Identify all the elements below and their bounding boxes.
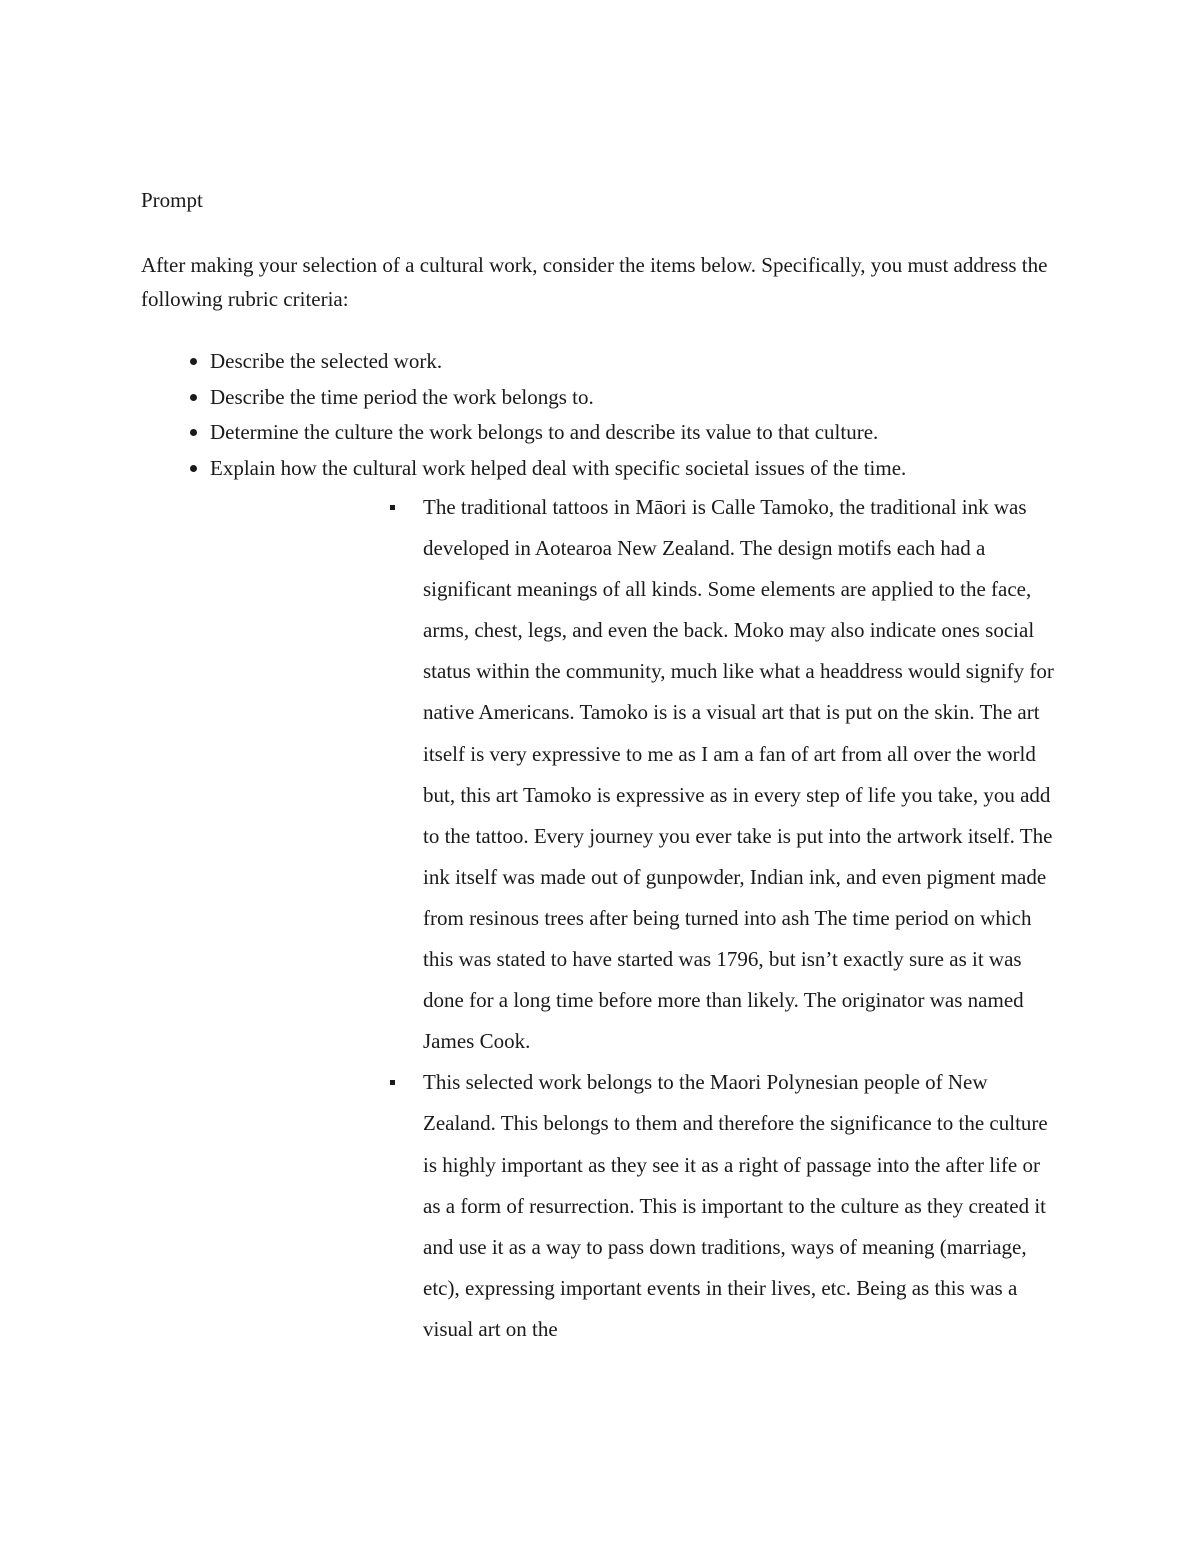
list-item [141, 344, 1081, 380]
criteria-text: Describe the selected work. [210, 349, 443, 373]
bullet-dot-icon [190, 429, 197, 436]
page-title: Prompt [141, 188, 203, 212]
list-item [385, 487, 1065, 1062]
list-item [141, 415, 1081, 451]
response-list [385, 487, 1065, 1350]
list-item [385, 1062, 1065, 1350]
criteria-text: Determine the culture the work belongs to and describe its value to that culture. [210, 420, 879, 444]
bullet-dot-icon [190, 394, 197, 401]
bullet-square-icon [390, 1080, 395, 1085]
bullet-square-icon [390, 505, 395, 510]
criteria-text: Explain how the cultural work helped deal with specific societal issues of the time. [210, 455, 907, 480]
intro-paragraph: After making your selection of a cultural work, consider the items below. Specifically, you must address the following rubric criteria: [141, 253, 1048, 311]
list-item [141, 451, 1081, 487]
criteria-list [141, 344, 1081, 486]
criteria-text: Describe the time period the work belongs to. [210, 384, 594, 409]
bullet-dot-icon [190, 465, 197, 472]
bullet-dot-icon [190, 358, 197, 365]
list-item [141, 380, 1081, 416]
response-paragraph: This selected work belongs to the Maori Polynesian people of New Zealand. This belongs to them and therefore the significance to the culture is highly important as they see it as a right of passage into the after life or as a form of resurrection. This is important to the culture as they created it and use it as a way to pass down traditions, ways of meaning (marriage, etc), expressing important events in their lives, etc. Being as this was a visual art on the [423, 1070, 1048, 1341]
response-paragraph: The traditional tattoos in Māori is Calle Tamoko, the traditional ink was developed in Aotearoa New Zealand. The design motifs each had a significant meanings of all kinds. Some elements are applied to the face, arms, chest, legs, and even the back. Moko may also indicate ones social status within the community, much like what a headdress would signify for native Americans. Tamoko is is a visual art that is put on the skin. The art itself is very expressive to me as I am a fan of art from all over the world but, this art Tamoko is expressive as in every step of life you take, you add to the tattoo. Every journey you ever take is put into the artwork itself. The ink itself was made out of gunpowder, Indian ink, and even pigment made from resinous trees after being turned into ash The time period on which this was stated to have started was 1796, but isn’t exactly sure as it was done for a long time before more than likely. The originator was named James Cook. [423, 495, 1054, 1054]
